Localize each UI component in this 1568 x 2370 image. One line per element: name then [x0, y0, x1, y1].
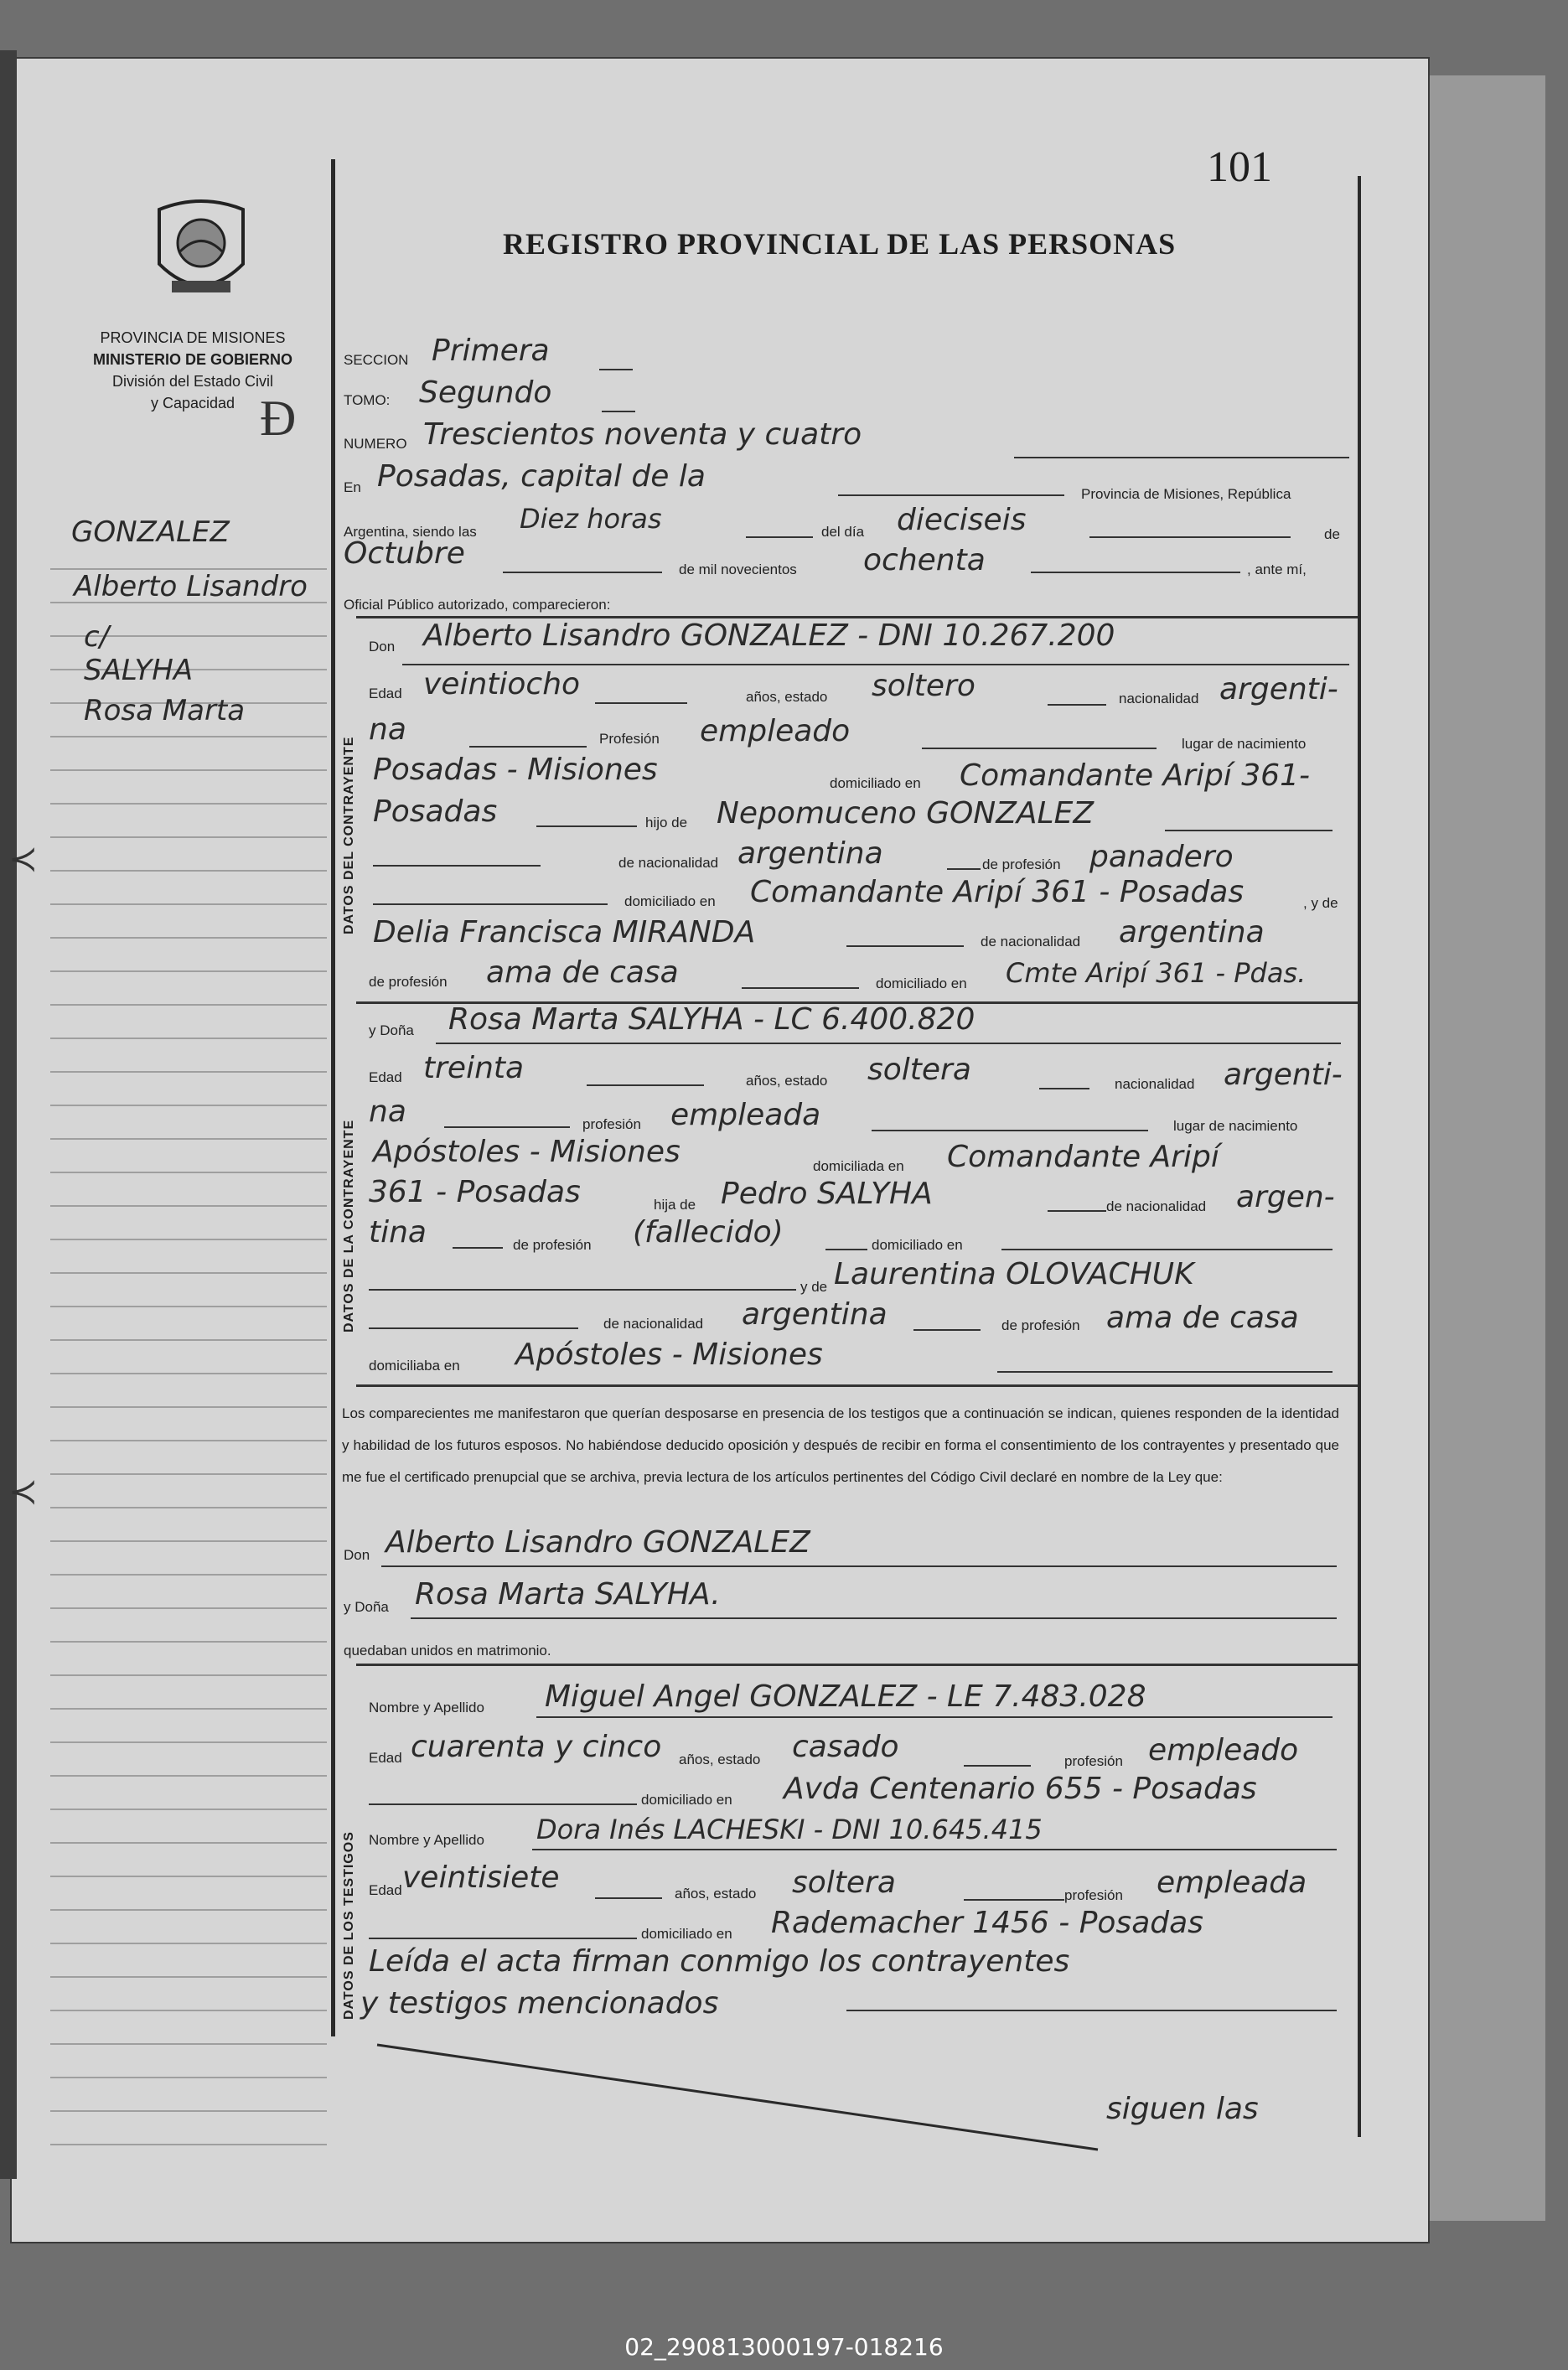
value-madre-m-nac: argentina — [742, 1297, 887, 1332]
value-padre-h: Nepomuceno GONZALEZ — [717, 796, 1094, 831]
value-dom-h: Comandante Aripí 361- — [960, 758, 1310, 793]
label-domiciliado-en-3: domiciliado en — [876, 975, 967, 991]
value-madre-dom: Cmte Aripí 361 - Pdas. — [1006, 957, 1307, 989]
fill-line — [825, 1249, 867, 1250]
fill-line — [453, 1247, 503, 1249]
margin-divider — [331, 159, 335, 2036]
fill-line — [947, 868, 981, 870]
label-provincia: Provincia de Misiones, República — [1081, 486, 1291, 502]
label-de-profesion-m2: de profesión — [1001, 1317, 1080, 1333]
fill-line — [1048, 1210, 1106, 1212]
fill-line — [1001, 1249, 1333, 1250]
label-nombre-t1: Nombre y Apellido — [369, 1700, 484, 1715]
cancel-stroke — [369, 2036, 1123, 2162]
value-horas: Diez horas — [520, 503, 662, 535]
value-seccion: Primera — [432, 334, 550, 368]
fill-line — [1048, 704, 1106, 706]
office-capacity: y Capacidad — [150, 395, 235, 411]
value-dom-m2: 361 - Posadas — [369, 1175, 581, 1209]
side-label-contrayenta: DATOS DE LA CONTRAYENTE — [342, 1119, 356, 1332]
fill-line — [997, 1371, 1333, 1373]
fill-line — [742, 987, 859, 989]
office-province: PROVINCIA DE MISIONES — [100, 329, 286, 346]
label-de-nacionalidad: de nacionalidad — [618, 855, 719, 871]
label-de-profesion-2: de profesión — [369, 974, 448, 990]
value-estado-h: soltero — [872, 669, 975, 703]
value-t1-dom: Avda Centenario 655 - Posadas — [784, 1772, 1257, 1806]
page-stack-edge — [1428, 75, 1545, 2221]
value-padre-m: Pedro SALYHA — [721, 1177, 933, 1211]
fill-line — [469, 746, 587, 748]
value-dona: Rosa Marta SALYHA - LC 6.400.820 — [448, 1002, 975, 1037]
value-en: Posadas, capital de la — [377, 459, 706, 494]
value-tomo: Segundo — [419, 375, 552, 410]
fill-line — [1165, 830, 1333, 831]
fill-line — [746, 536, 813, 538]
declaration-paragraph: Los comparecientes me manifestaron que querían desposarse en presencia de los testigos que a continuación se indican, quienes responden de la identidad y habilidad de los futuros esposos. No habiéndose deducido oposición y después de recibir en forma el consentimiento de los contrayentes y presentado que me fue el certificado prenupcial que se archiva, previa lectura de los artículos pertinentes del Código Civil declaré en nombre de la Ley que: — [342, 1405, 1339, 1485]
margin-ruled-lines — [50, 536, 327, 2171]
margin-name2: SALYHA — [84, 654, 194, 687]
fill-line — [599, 369, 633, 370]
value-dia: dieciseis — [897, 503, 1027, 537]
margin-name2-given: Rosa Marta — [84, 694, 246, 727]
value-closing-line2: y testigos mencionados — [360, 1986, 719, 2021]
fill-line — [381, 1565, 1337, 1567]
value-prof-h: empleado — [700, 714, 851, 748]
value-edad-m: treinta — [423, 1051, 525, 1085]
label-lugar-nac: lugar de nacimiento — [1182, 736, 1307, 752]
fill-line — [369, 1289, 796, 1291]
fill-line — [373, 865, 541, 867]
label-de-nacionalidad-m: de nacionalidad — [1106, 1198, 1207, 1214]
label-nacionalidad-m: nacionalidad — [1115, 1076, 1195, 1092]
fill-line — [373, 903, 608, 905]
value-padre-prof: panadero — [1089, 840, 1234, 874]
value-don: Alberto Lisandro GONZALEZ - DNI 10.267.200 — [423, 618, 1115, 653]
value-t2-edad: veintisiete — [402, 1860, 560, 1895]
label-edad: Edad — [369, 686, 402, 701]
value-t2-dom: Rademacher 1456 - Posadas — [771, 1906, 1203, 1940]
value-madre-m: Laurentina OLOVACHUK — [834, 1257, 1194, 1291]
label-anos-estado: años, estado — [746, 689, 828, 705]
fill-line — [369, 1803, 637, 1805]
side-label-contrayente: DATOS DEL CONTRAYENTE — [342, 736, 356, 934]
label-de-profesion: de profesión — [982, 856, 1061, 872]
value-t1-nombre: Miguel Angel GONZALEZ - LE 7.483.028 — [545, 1679, 1146, 1714]
label-anos-estado-m: años, estado — [746, 1073, 828, 1089]
label-nacionalidad: nacionalidad — [1119, 691, 1199, 706]
value-t1-edad: cuarenta y cinco — [411, 1730, 662, 1764]
value-continuation: siguen las — [1106, 2092, 1259, 2126]
value-lugar-m: Apóstoles - Misiones — [373, 1135, 681, 1169]
section-rule — [356, 1664, 1358, 1666]
right-border-line — [1358, 176, 1361, 2137]
fill-line — [436, 1043, 1341, 1044]
fill-line — [587, 1084, 704, 1086]
fill-line — [595, 1897, 662, 1899]
fill-line — [411, 1617, 1337, 1619]
fill-line — [1039, 1088, 1089, 1089]
label-de-nacionalidad-m2: de nacionalidad — [603, 1316, 704, 1332]
label-en: En — [344, 479, 361, 495]
value-prof-m: empleada — [670, 1098, 821, 1132]
value-nac-m2: na — [369, 1094, 406, 1129]
side-label-testigos: DATOS DE LOS TESTIGOS — [342, 1831, 356, 2020]
label-don: Don — [369, 639, 396, 655]
label-domiciliado-en-m: domiciliado en — [872, 1237, 963, 1253]
label-oficial: Oficial Público autorizado, comparecieron: — [344, 597, 611, 613]
fill-line — [536, 1716, 1333, 1718]
label-del-dia: del día — [821, 524, 865, 540]
value-nac-m: argenti- — [1224, 1058, 1343, 1092]
label-lugar-nac-m: lugar de nacimiento — [1173, 1118, 1298, 1134]
label-y-dona: y Doña — [369, 1022, 414, 1038]
initials-mark: Ɖ — [260, 391, 297, 446]
label-de-profesion-m: de profesión — [513, 1237, 592, 1253]
value-madre-m-dom: Apóstoles - Misiones — [515, 1338, 823, 1372]
label-edad-t2: Edad — [369, 1882, 402, 1898]
value-padre-m-nac2: tina — [369, 1215, 427, 1250]
label-y-de: , y de — [1303, 895, 1338, 911]
value-nac-h: argenti- — [1219, 672, 1338, 706]
value-madre-m-prof: ama de casa — [1106, 1301, 1299, 1335]
value-nac-h2: na — [369, 712, 406, 747]
fill-line — [444, 1126, 570, 1128]
value-madre-h: Delia Francisca MIRANDA — [373, 915, 756, 950]
label-domiciliado-t2: domiciliado en — [641, 1926, 732, 1942]
provincial-crest-icon — [147, 193, 256, 306]
fill-line — [1089, 536, 1291, 538]
value-madre-nac: argentina — [1119, 915, 1265, 950]
margin-conn: c/ — [84, 620, 110, 654]
value-anio: ochenta — [863, 543, 986, 577]
value-lugar-h: Posadas - Misiones — [373, 753, 658, 787]
fill-line — [503, 572, 662, 573]
margin-name1: GONZALEZ — [71, 515, 230, 549]
label-anos-estado-t2: años, estado — [675, 1886, 757, 1902]
margin-name1-given: Alberto Lisandro — [74, 570, 308, 603]
office-ministry: MINISTERIO DE GOBIERNO — [92, 351, 293, 368]
value-padre-nac: argentina — [737, 836, 883, 871]
label-don-decl: Don — [344, 1547, 370, 1563]
label-argentina: Argentina, siendo las — [344, 524, 477, 540]
value-t1-estado: casado — [792, 1730, 899, 1764]
label-profesion-t1: profesión — [1064, 1753, 1123, 1769]
label-y-de-m: y de — [800, 1279, 828, 1295]
value-closing-line1: Leída el acta firman conmigo los contrayentes — [369, 1944, 1070, 1979]
fill-line — [846, 945, 964, 947]
label-seccion: SECCION — [344, 352, 409, 368]
label-domiciliado-t1: domiciliado en — [641, 1792, 732, 1808]
fill-line — [536, 825, 637, 827]
label-domiciliado-en-2: domiciliado en — [624, 893, 716, 909]
binding-tick: ≺ — [8, 1473, 39, 1512]
fill-line — [913, 1329, 981, 1331]
fill-line — [846, 2010, 1337, 2011]
fill-line — [922, 748, 1157, 749]
fill-line — [1031, 572, 1240, 573]
image-id-footer: 02_290813000197-018216 — [624, 2333, 944, 2361]
label-profesion-m: profesión — [582, 1116, 641, 1132]
label-anos-estado-t1: años, estado — [679, 1752, 761, 1767]
value-mes: Octubre — [344, 536, 465, 571]
label-de-nacionalidad-2: de nacionalidad — [981, 934, 1081, 950]
fill-line — [532, 1849, 1337, 1850]
label-domiciliada-en: domiciliada en — [813, 1158, 904, 1174]
value-t2-estado: soltera — [792, 1865, 896, 1900]
value-padre-dom: Comandante Aripí 361 - Posadas — [750, 875, 1245, 909]
fill-line — [369, 1938, 637, 1939]
fill-line — [872, 1130, 1148, 1131]
fill-line — [964, 1765, 1031, 1767]
value-madre-prof: ama de casa — [486, 955, 679, 990]
value-estado-m: soltera — [867, 1053, 971, 1087]
label-tomo: TOMO: — [344, 392, 391, 408]
label-profesion-t2: profesión — [1064, 1887, 1123, 1903]
label-quedaban: quedaban unidos en matrimonio. — [344, 1643, 551, 1658]
fill-line — [369, 1327, 578, 1329]
value-edad-h: veintiocho — [423, 667, 581, 701]
label-hija-de: hija de — [654, 1197, 696, 1213]
fill-line — [595, 702, 687, 704]
value-t2-nombre: Dora Inés LACHESKI - DNI 10.645.415 — [536, 1814, 1043, 1845]
fill-line — [1014, 457, 1349, 458]
label-profesion: Profesión — [599, 731, 660, 747]
label-de-mil: de mil novecientos — [679, 561, 797, 577]
value-padre-m-nac: argen- — [1236, 1180, 1335, 1214]
label-edad-t1: Edad — [369, 1750, 402, 1766]
fill-line — [838, 494, 1064, 496]
value-t1-prof: empleado — [1148, 1733, 1299, 1767]
label-ante-mi: , ante mí, — [1247, 561, 1307, 577]
label-dona-decl: y Doña — [344, 1599, 389, 1615]
value-decl-don: Alberto Lisandro GONZALEZ — [386, 1525, 810, 1560]
fill-line — [402, 664, 1349, 665]
value-dom-h2: Posadas — [373, 794, 498, 829]
value-dom-m: Comandante Aripí — [947, 1140, 1219, 1174]
binding-tick: ≺ — [8, 841, 39, 879]
value-padre-m-prof: (fallecido) — [633, 1215, 784, 1250]
fill-line — [964, 1899, 1064, 1901]
binding-edge — [0, 50, 17, 2179]
label-domiciliaba-en: domiciliaba en — [369, 1358, 460, 1374]
label-hijo-de: hijo de — [645, 815, 688, 831]
label-edad-m: Edad — [369, 1069, 402, 1085]
label-domiciliado-en: domiciliado en — [830, 775, 921, 791]
section-rule — [356, 1384, 1358, 1387]
value-numero: Trescientos noventa y cuatro — [423, 417, 862, 452]
page-number: 101 — [1207, 143, 1272, 191]
label-numero: NUMERO — [344, 436, 407, 452]
fill-line — [602, 411, 635, 412]
value-t2-prof: empleada — [1157, 1865, 1307, 1900]
label-de: de — [1324, 526, 1340, 542]
page-title: REGISTRO PROVINCIAL DE LAS PERSONAS — [503, 227, 1177, 261]
label-nombre-t2: Nombre y Apellido — [369, 1832, 484, 1848]
value-decl-dona: Rosa Marta SALYHA. — [415, 1577, 721, 1612]
office-division: División del Estado Civil — [111, 373, 274, 390]
